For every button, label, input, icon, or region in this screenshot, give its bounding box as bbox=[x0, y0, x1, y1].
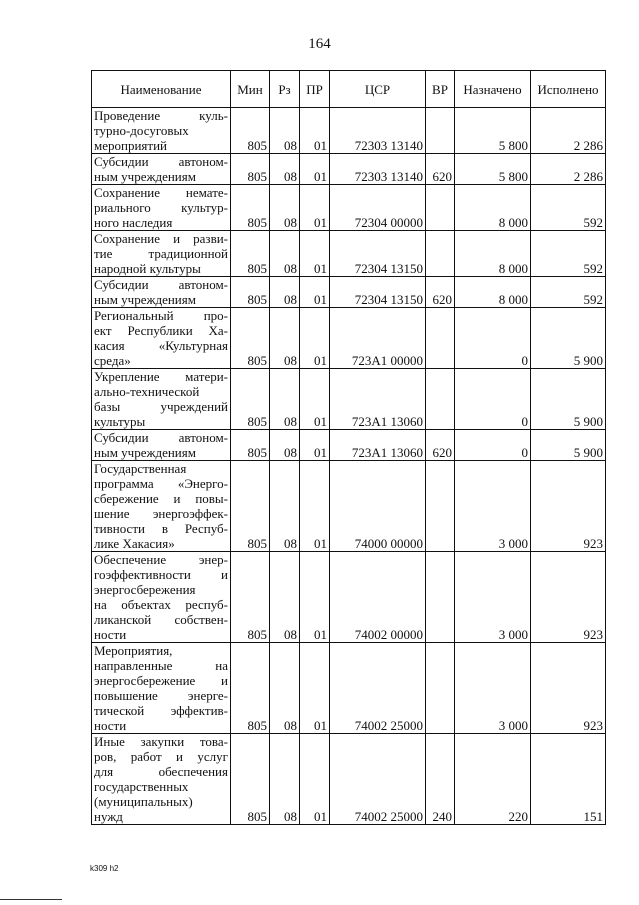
cell-name-line: Субсидии автоном- bbox=[94, 430, 228, 445]
cell-name-line: лике Хакасия» bbox=[94, 536, 175, 551]
cell-assigned: 8 000 bbox=[455, 231, 531, 277]
cell-min: 805 bbox=[231, 108, 270, 154]
header-pr: ПР bbox=[300, 71, 330, 108]
cell-pr: 01 bbox=[300, 154, 330, 185]
cell-name-line: турно-досуговых bbox=[94, 123, 189, 138]
cell-name-line: ного наследия bbox=[94, 215, 173, 230]
cell-name-line: программа «Энерго- bbox=[94, 476, 228, 491]
cell-rz: 08 bbox=[270, 308, 300, 369]
cell-name-line: ности bbox=[94, 718, 127, 733]
table-row bbox=[92, 231, 606, 277]
cell-name bbox=[92, 461, 231, 552]
cell-name-line: энергосбережения bbox=[94, 582, 196, 597]
cell-assigned: 0 bbox=[455, 308, 531, 369]
header-row bbox=[92, 71, 606, 108]
cell-assigned: 3 000 bbox=[455, 461, 531, 552]
cell-csr: 74002 00000 bbox=[330, 552, 426, 643]
cell-name-line: государственных bbox=[94, 779, 189, 794]
cell-csr: 74002 25000 bbox=[330, 643, 426, 734]
cell-executed: 592 bbox=[531, 231, 606, 277]
cell-pr: 01 bbox=[300, 552, 330, 643]
cell-name-line: ным учреждениям bbox=[94, 292, 196, 307]
footer-code: k309 h2 bbox=[90, 864, 119, 873]
cell-pr: 01 bbox=[300, 369, 330, 430]
cell-name bbox=[92, 277, 231, 308]
cell-executed: 592 bbox=[531, 277, 606, 308]
header-name: Наименование bbox=[92, 71, 231, 108]
cell-vr bbox=[426, 552, 455, 643]
header-assigned: Назначено bbox=[455, 71, 531, 108]
cell-name-line: Субсидии автоном- bbox=[94, 277, 228, 292]
table-row bbox=[92, 308, 606, 369]
cell-min: 805 bbox=[231, 154, 270, 185]
cell-name-line: сбережение и повы- bbox=[94, 491, 228, 506]
cell-executed: 2 286 bbox=[531, 154, 606, 185]
cell-name-line: риального культур- bbox=[94, 200, 228, 215]
cell-name-line: Сохранение немате- bbox=[94, 185, 228, 200]
cell-assigned: 8 000 bbox=[455, 185, 531, 231]
header-vr: ВР bbox=[426, 71, 455, 108]
cell-name-line: базы учреждений bbox=[94, 399, 228, 414]
cell-executed: 923 bbox=[531, 461, 606, 552]
cell-name bbox=[92, 734, 231, 825]
cell-executed: 2 286 bbox=[531, 108, 606, 154]
cell-name-line: для обеспечения bbox=[94, 764, 228, 779]
cell-min: 805 bbox=[231, 643, 270, 734]
table-row bbox=[92, 277, 606, 308]
cell-vr: 620 bbox=[426, 277, 455, 308]
cell-csr: 72304 13150 bbox=[330, 231, 426, 277]
cell-csr: 74002 25000 bbox=[330, 734, 426, 825]
header-csr: ЦСР bbox=[330, 71, 426, 108]
cell-csr: 72304 00000 bbox=[330, 185, 426, 231]
cell-pr: 01 bbox=[300, 185, 330, 231]
cell-csr: 72303 13140 bbox=[330, 154, 426, 185]
cell-vr bbox=[426, 231, 455, 277]
cell-name-line: ров, работ и услуг bbox=[94, 749, 228, 764]
cell-rz: 08 bbox=[270, 154, 300, 185]
page-number: 164 bbox=[308, 36, 331, 52]
cell-name-line: шение энергоэффек- bbox=[94, 506, 228, 521]
cell-name-line: направленные на bbox=[94, 658, 228, 673]
cell-name-line: ным учреждениям bbox=[94, 445, 196, 460]
cell-rz: 08 bbox=[270, 552, 300, 643]
cell-name bbox=[92, 369, 231, 430]
cell-min: 805 bbox=[231, 461, 270, 552]
cell-name-line: мероприятий bbox=[94, 138, 167, 153]
cell-pr: 01 bbox=[300, 643, 330, 734]
cell-executed: 5 900 bbox=[531, 308, 606, 369]
cell-vr bbox=[426, 108, 455, 154]
cell-name bbox=[92, 643, 231, 734]
cell-name-line: среда» bbox=[94, 353, 131, 368]
cell-name-line: ности bbox=[94, 627, 127, 642]
cell-pr: 01 bbox=[300, 734, 330, 825]
table-row bbox=[92, 185, 606, 231]
cell-assigned: 5 800 bbox=[455, 108, 531, 154]
cell-min: 805 bbox=[231, 369, 270, 430]
cell-csr: 723А1 13060 bbox=[330, 369, 426, 430]
cell-vr bbox=[426, 308, 455, 369]
cell-name-line: Субсидии автоном- bbox=[94, 154, 228, 169]
header-min: Мин bbox=[231, 71, 270, 108]
header-rz: Рз bbox=[270, 71, 300, 108]
cell-name-line: Сохранение и разви- bbox=[94, 231, 228, 246]
table-row bbox=[92, 369, 606, 430]
cell-name-line: Региональный про- bbox=[94, 308, 228, 323]
cell-min: 805 bbox=[231, 734, 270, 825]
cell-executed: 5 900 bbox=[531, 369, 606, 430]
cell-min: 805 bbox=[231, 308, 270, 369]
cell-name bbox=[92, 108, 231, 154]
cell-executed: 923 bbox=[531, 643, 606, 734]
cell-pr: 01 bbox=[300, 108, 330, 154]
cell-name bbox=[92, 552, 231, 643]
table-row bbox=[92, 461, 606, 552]
table-row bbox=[92, 108, 606, 154]
cell-name-line: ально-технической bbox=[94, 384, 200, 399]
cell-name-line: Укрепление матери- bbox=[94, 369, 228, 384]
cell-min: 805 bbox=[231, 277, 270, 308]
cell-rz: 08 bbox=[270, 185, 300, 231]
cell-pr: 01 bbox=[300, 308, 330, 369]
cell-name-line: Иные закупки това- bbox=[94, 734, 228, 749]
cell-pr: 01 bbox=[300, 430, 330, 461]
table-row bbox=[92, 734, 606, 825]
cell-executed: 592 bbox=[531, 185, 606, 231]
cell-name-line: Обеспечение энер- bbox=[94, 552, 228, 567]
cell-vr bbox=[426, 185, 455, 231]
cell-pr: 01 bbox=[300, 231, 330, 277]
cell-pr: 01 bbox=[300, 461, 330, 552]
cell-name-line: энергосбережение и bbox=[94, 673, 228, 688]
cell-name bbox=[92, 308, 231, 369]
cell-name bbox=[92, 154, 231, 185]
cell-csr: 72303 13140 bbox=[330, 108, 426, 154]
cell-csr: 74000 00000 bbox=[330, 461, 426, 552]
cell-assigned: 8 000 bbox=[455, 277, 531, 308]
cell-name-line: народной культуры bbox=[94, 261, 201, 276]
cell-csr: 72304 13150 bbox=[330, 277, 426, 308]
cell-name-line: (муниципальных) bbox=[94, 794, 193, 809]
cell-vr: 240 bbox=[426, 734, 455, 825]
cell-rz: 08 bbox=[270, 231, 300, 277]
cell-rz: 08 bbox=[270, 461, 300, 552]
cell-vr bbox=[426, 461, 455, 552]
cell-vr bbox=[426, 369, 455, 430]
cell-pr: 01 bbox=[300, 277, 330, 308]
cell-name-line: на объектах респуб- bbox=[94, 597, 228, 612]
cell-name-line: ным учреждениям bbox=[94, 169, 196, 184]
cell-executed: 151 bbox=[531, 734, 606, 825]
table-row bbox=[92, 430, 606, 461]
cell-csr: 723А1 00000 bbox=[330, 308, 426, 369]
cell-name-line: касия «Культурная bbox=[94, 338, 228, 353]
cell-name-line: ект Республики Ха- bbox=[94, 323, 228, 338]
cell-min: 805 bbox=[231, 231, 270, 277]
cell-vr: 620 bbox=[426, 154, 455, 185]
cell-min: 805 bbox=[231, 185, 270, 231]
cell-name-line: Мероприятия, bbox=[94, 643, 173, 658]
cell-assigned: 0 bbox=[455, 369, 531, 430]
cell-assigned: 220 bbox=[455, 734, 531, 825]
cell-name-line: Проведение куль- bbox=[94, 108, 228, 123]
cell-name-line: ликанской собствен- bbox=[94, 612, 228, 627]
table-row bbox=[92, 643, 606, 734]
cell-assigned: 3 000 bbox=[455, 552, 531, 643]
cell-rz: 08 bbox=[270, 108, 300, 154]
cell-assigned: 3 000 bbox=[455, 643, 531, 734]
cell-name-line: культуры bbox=[94, 414, 146, 429]
cell-name-line: повышение энерге- bbox=[94, 688, 228, 703]
cell-name-line: тивности в Респуб- bbox=[94, 521, 228, 536]
cell-name bbox=[92, 231, 231, 277]
cell-name bbox=[92, 185, 231, 231]
cell-vr: 620 bbox=[426, 430, 455, 461]
cell-rz: 08 bbox=[270, 734, 300, 825]
cell-executed: 5 900 bbox=[531, 430, 606, 461]
table-body bbox=[92, 108, 606, 825]
footer-rule bbox=[0, 899, 62, 900]
cell-name-line: тической эффектив- bbox=[94, 703, 228, 718]
cell-name-line: Государственная bbox=[94, 461, 187, 476]
cell-name-line: гоэффективности и bbox=[94, 567, 228, 582]
cell-min: 805 bbox=[231, 552, 270, 643]
cell-name-line: нужд bbox=[94, 809, 123, 824]
cell-rz: 08 bbox=[270, 430, 300, 461]
budget-table bbox=[91, 70, 606, 825]
cell-rz: 08 bbox=[270, 277, 300, 308]
cell-assigned: 0 bbox=[455, 430, 531, 461]
cell-vr bbox=[426, 643, 455, 734]
cell-executed: 923 bbox=[531, 552, 606, 643]
header-executed: Исполнено bbox=[531, 71, 606, 108]
cell-csr: 723А1 13060 bbox=[330, 430, 426, 461]
table-row bbox=[92, 154, 606, 185]
cell-name-line: тие традиционной bbox=[94, 246, 228, 261]
cell-min: 805 bbox=[231, 430, 270, 461]
cell-rz: 08 bbox=[270, 643, 300, 734]
cell-assigned: 5 800 bbox=[455, 154, 531, 185]
table-row bbox=[92, 552, 606, 643]
cell-name bbox=[92, 430, 231, 461]
cell-rz: 08 bbox=[270, 369, 300, 430]
